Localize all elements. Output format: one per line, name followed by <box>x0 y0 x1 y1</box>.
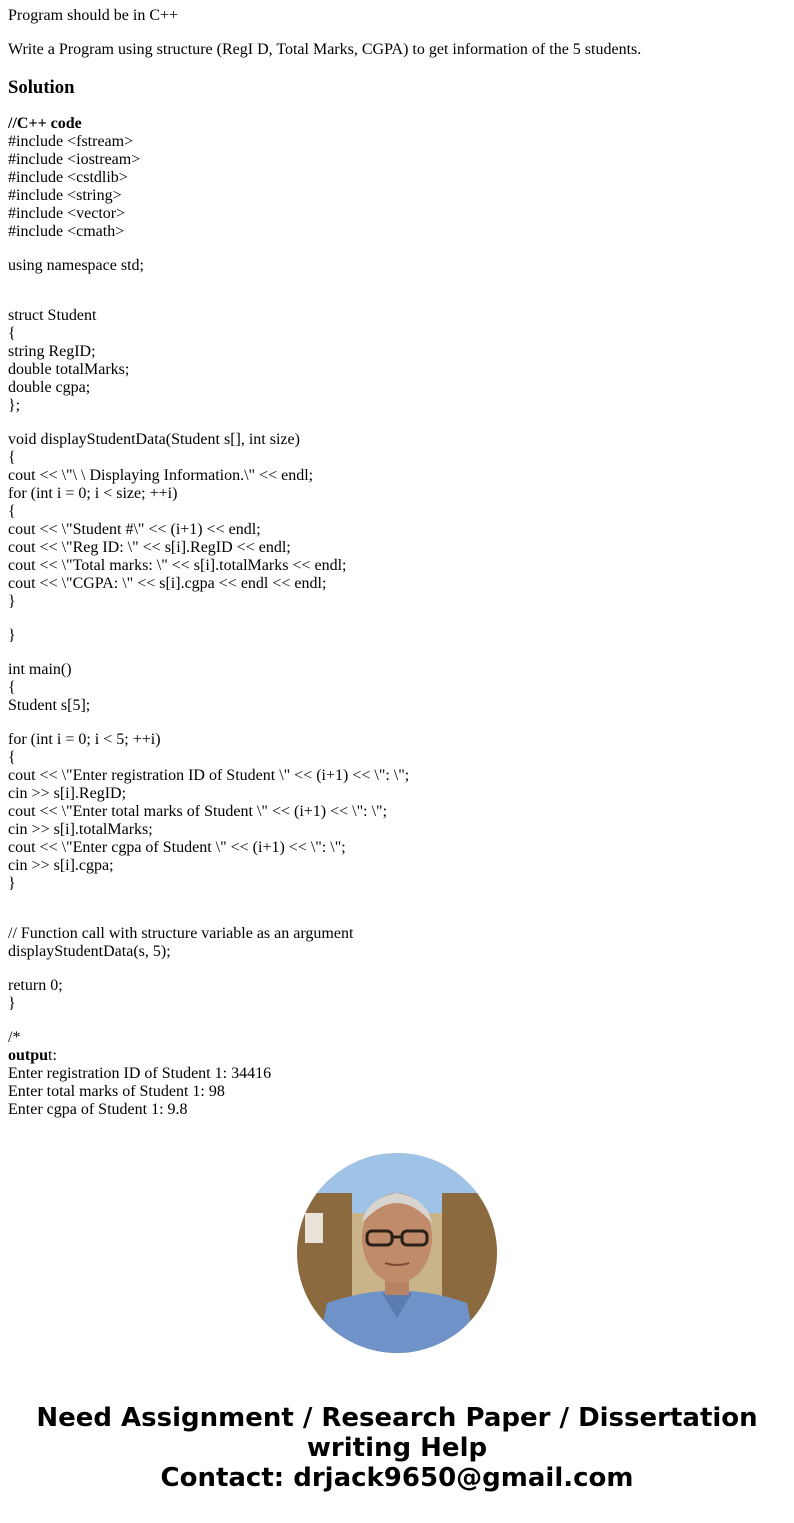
code-line: { <box>8 449 16 466</box>
code-title: //C++ code <box>8 115 82 132</box>
code-line: } <box>8 875 16 892</box>
code-block <box>8 115 788 1119</box>
output-line: Enter cgpa of Student 1: 9.8 <box>8 1101 188 1118</box>
code-line: cin >> s[i].totalMarks; <box>8 821 153 838</box>
code-line: displayStudentData(s, 5); <box>8 943 171 960</box>
solution-heading: Solution <box>8 77 75 98</box>
code-line: using namespace std; <box>8 257 144 274</box>
code-line: #include <string> <box>8 187 122 204</box>
code-line: cout << \"Enter total marks of Student \" << (i+1) << \": \"; <box>8 803 388 820</box>
footer-banner <box>0 1403 794 1493</box>
code-line: for (int i = 0; i < 5; ++i) <box>8 731 161 748</box>
code-line: double totalMarks; <box>8 361 130 378</box>
footer-line-1: Need Assignment / Research Paper / Dissertation <box>36 1403 758 1433</box>
code-line: double cgpa; <box>8 379 91 396</box>
code-line: { <box>8 749 16 766</box>
code-line: /* <box>8 1029 21 1046</box>
code-line: #include <cmath> <box>8 223 125 240</box>
code-line: for (int i = 0; i < size; ++i) <box>8 485 178 502</box>
code-line <box>8 275 788 291</box>
code-line <box>8 415 788 431</box>
code-line: void displayStudentData(Student s[], int size) <box>8 431 300 448</box>
output-label-rest: t: <box>48 1047 57 1064</box>
code-line: } <box>8 995 16 1012</box>
code-line <box>8 1013 788 1029</box>
code-line: #include <cstdlib> <box>8 169 128 186</box>
code-line: } <box>8 627 16 644</box>
code-line: cout << \"Student #\" << (i+1) << endl; <box>8 521 261 538</box>
code-line: } <box>8 593 16 610</box>
code-line <box>8 291 788 307</box>
code-line: int main() <box>8 661 72 678</box>
output-label-bold: outpu <box>8 1047 49 1064</box>
document-body <box>8 0 788 1122</box>
code-line: #include <iostream> <box>8 151 141 168</box>
code-line <box>8 909 788 925</box>
code-line: Student s[5]; <box>8 697 91 714</box>
question-line-2: Write a Program using structure (RegI D, Total Marks, CGPA) to get information of the 5 students. <box>8 41 642 58</box>
code-line: #include <fstream> <box>8 133 134 150</box>
code-line: }; <box>8 397 21 414</box>
code-line <box>8 611 788 627</box>
code-line: // Function call with structure variable as an argument <box>8 925 354 942</box>
output-line: Enter total marks of Student 1: 98 <box>8 1083 225 1100</box>
code-line <box>8 241 788 257</box>
output-line: Enter registration ID of Student 1: 34416 <box>8 1065 272 1082</box>
code-line: { <box>8 679 16 696</box>
author-photo-icon <box>297 1153 497 1353</box>
author-avatar <box>297 1153 497 1353</box>
code-line: { <box>8 325 16 342</box>
footer-contact: Contact: drjack9650@gmail.com <box>160 1463 634 1493</box>
code-line: cout << \"Enter registration ID of Student \" << (i+1) << \": \"; <box>8 767 410 784</box>
code-line: struct Student <box>8 307 97 324</box>
code-line: cout << \"Total marks: \" << s[i].totalMarks << endl; <box>8 557 347 574</box>
code-line: string RegID; <box>8 343 96 360</box>
code-line <box>8 715 788 731</box>
code-line: cout << \"\ \ Displaying Information.\" << endl; <box>8 467 314 484</box>
code-line <box>8 645 788 661</box>
code-line: #include <vector> <box>8 205 126 222</box>
question-line-1: Program should be in C++ <box>8 7 179 24</box>
code-line: cin >> s[i].cgpa; <box>8 857 114 874</box>
footer-line-2: writing Help <box>306 1433 488 1463</box>
code-line: return 0; <box>8 977 63 994</box>
code-line: { <box>8 503 16 520</box>
code-line: cin >> s[i].RegID; <box>8 785 127 802</box>
code-line <box>8 961 788 977</box>
code-line <box>8 893 788 909</box>
output-label <box>8 1047 788 1065</box>
code-line: cout << \"Enter cgpa of Student \" << (i+1) << \": \"; <box>8 839 346 856</box>
code-line: cout << \"Reg ID: \" << s[i].RegID << endl; <box>8 539 291 556</box>
code-line: cout << \"CGPA: \" << s[i].cgpa << endl << endl; <box>8 575 327 592</box>
